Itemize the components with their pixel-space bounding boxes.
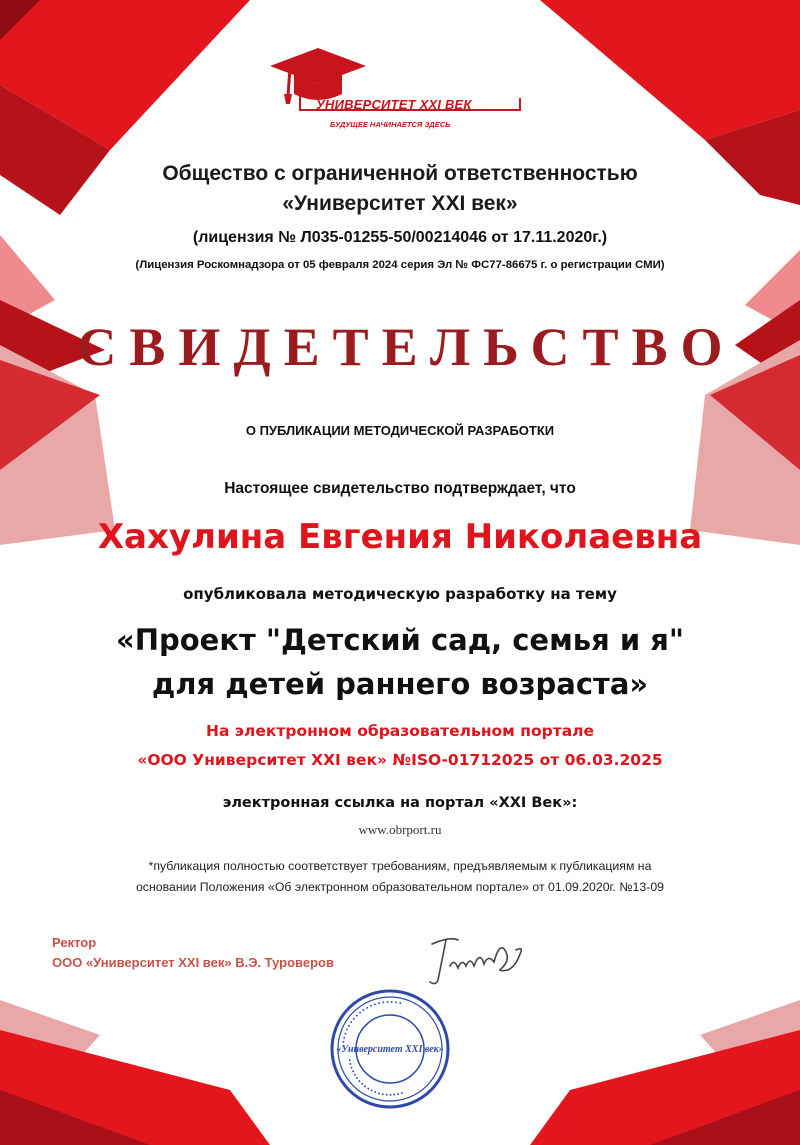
organization-name-line1: Общество с ограниченной ответственностью xyxy=(162,162,638,185)
compliance-note-line1: *публикация полностью соответствует требованиям, предъявляемым к публикациям на xyxy=(148,859,652,873)
compliance-note xyxy=(70,856,730,898)
rector-name: ООО «Университет XXI век» В.Э. Туроверов xyxy=(52,955,334,970)
stamp-text: «Университет XXI век» xyxy=(336,1044,444,1055)
publication-theme-line1: «Проект "Детский сад, семья и я" xyxy=(115,623,685,657)
logo-name: УНИВЕРСИТЕТ XXI ВЕК xyxy=(316,97,472,112)
svg-text:• • • • • • • • • • • • • • •: • • • • • • • • • • • • • • • • • • • xyxy=(340,998,403,1044)
logo-slogan: БУДУЩЕЕ НАЧИНАЕТСЯ ЗДЕСЬ xyxy=(330,120,451,129)
certificate-title: СВИДЕТЕЛЬСТВО xyxy=(77,317,736,377)
recipient-name: Хахулина Евгения Николаевна xyxy=(97,517,703,557)
official-stamp xyxy=(329,988,451,1110)
license-text: (лицензия № Л035-01255-50/00214046 от 17.11.2020г.) xyxy=(192,229,608,246)
publication-theme xyxy=(0,618,800,706)
publication-theme-line2: для детей раннего возраста» xyxy=(151,667,649,701)
rector-label: Ректор xyxy=(52,935,97,950)
certificate-subtitle: О ПУБЛИКАЦИИ МЕТОДИЧЕСКОЙ РАЗРАБОТКИ xyxy=(245,423,555,438)
svg-text:• • • • • • • • • • • • • • •: • • • • • • • • • • • • • • • • • • • xyxy=(345,1058,405,1100)
confirm-text: Настоящее свидетельство подтверждает, что xyxy=(224,480,576,497)
portal-text-line2: «ООО Университет XXI век» №ISO-01712025 от 06.03.2025 xyxy=(137,751,663,769)
published-text: опубликовала методическую разработку на тему xyxy=(183,585,617,603)
signature-image xyxy=(420,930,530,990)
portal-text-line1: На электронном образовательном портале xyxy=(205,722,595,740)
portal-url-link[interactable]: www.obrport.ru xyxy=(358,822,442,837)
portal-link-label: электронная ссылка на портал «XXI Век»: xyxy=(222,795,578,811)
roskomnadzor-license-text: (Лицензия Роскомнадзора от 05 февраля 2024 серия Эл № ФС77-86675 г. о регистрации СМИ) xyxy=(135,259,665,271)
compliance-note-line2: основании Положения «Об электронном образовательном портале» от 01.09.2020г. №13-09 xyxy=(135,880,665,894)
organization-name-line2: «Университет XXI век» xyxy=(282,192,518,215)
university-logo xyxy=(260,38,530,138)
